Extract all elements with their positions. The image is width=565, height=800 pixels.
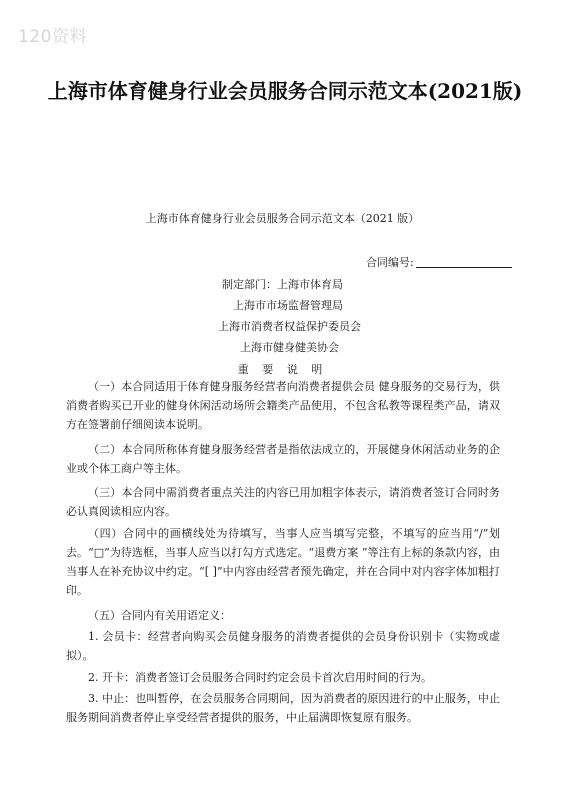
paragraph-3: （三）本合同中需消费者重点关注的内容已用加粗字体表示，请消费者签订合同时务必认真阅读相应内容。 — [66, 486, 500, 518]
contract-number-field — [366, 254, 512, 270]
document-title: 上海市体育健身行业会员服务合同示范文本(2021版) — [47, 79, 523, 103]
paragraph-5: （五）合同内有关用语定义： — [88, 609, 231, 622]
department-line-4: 上海市健身健美协会 — [240, 341, 339, 354]
document-subtitle: 上海市体育健身行业会员服务合同示范文本（2021 版） — [145, 212, 420, 225]
paragraph-1: （一）本合同适用于体育健身服务经营者向消费者提供会员 健身服务的交易行为，供消费者购买已开业的健身休闲活动场所会籍类产品使用，不包含私教等课程类产品，请双方在签署前仔细阅读本说明。 — [66, 380, 500, 431]
paragraph-6: 1. 会员卡：经营者向购买会员健身服务的消费者提供的会员身份识别卡（实物或虚拟）。 — [66, 630, 500, 662]
paragraph-2: （二）本合同所称体育健身服务经营者是指依法成立的，开展健身休闲活动业务的企业或个体工商户等主体。 — [66, 443, 500, 475]
paragraph-7: 2. 开卡：消费者签订会员服务合同时约定会员卡首次启用时间的行为。 — [88, 671, 432, 684]
department-line-2: 上海市市场监督管理局 — [233, 299, 343, 312]
watermark-logo: 120资料 — [18, 27, 87, 47]
department-line-1: 制定部门：上海市体育局 — [222, 278, 343, 291]
paragraph-4: （四）合同中的画横线处为待填写，当事人应当填写完整，不填写的应当用“/”划去。“□”为待选框，当事人应当以打勾方式选定。“退费方案 ”等注有上标的条款内容，由当事人在补充协议中约定。“[ ]”中内容由经营者预先确定，并在合同中对内容字体加粗打印。 — [66, 527, 500, 597]
department-line-3: 上海市消费者权益保护委员会 — [218, 320, 361, 333]
paragraph-8: 3. 中止：也叫暂停，在会员服务合同期间，因为消费者的原因进行的中止服务，中止服务期间消费者停止享受经营者提供的服务，中止届满即恢复原有服务。 — [66, 692, 500, 724]
contract-number-label: 合同编号: — [366, 256, 414, 269]
notice-heading: 重 要 说 明 — [237, 363, 328, 376]
contract-number-blank — [416, 256, 512, 268]
